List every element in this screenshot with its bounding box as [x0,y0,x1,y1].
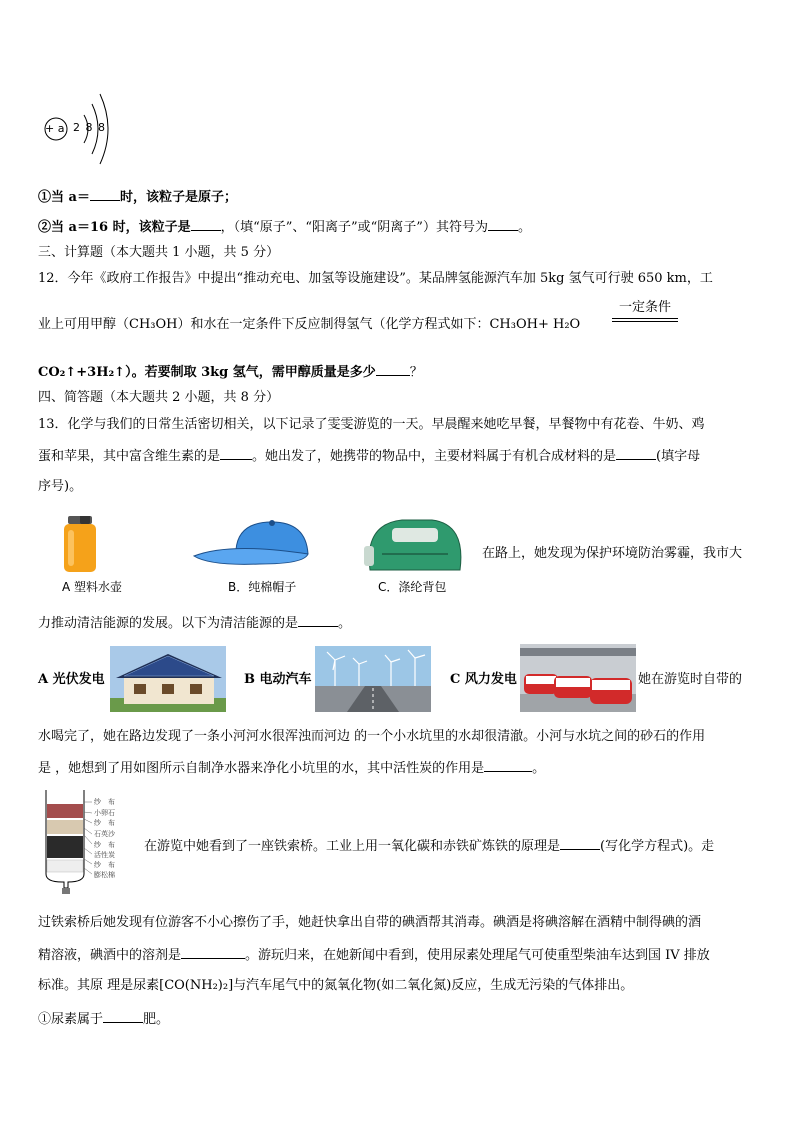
q13-side-text: 在路上，她发现为保护环境防治雾霾，我市大 [482,546,743,561]
atom-structure-diagram [40,82,120,172]
water-line-2: 是 ，她想到了用如图所示自制净水器来净化小坑里的水，其中活性炭的作用是 。 [38,761,546,776]
q13-line2: 蛋和苹果，其中富含维生素的是 。她出发了，她携带的物品中，主要材料属于有机合成材料的是 (填字母 [38,449,701,464]
iodine-line-2: 精溶液，碘酒中的溶剂是 。游玩归来，在她新闻中看到，使用尿素处理尾气可使重型柴油车达到国 IV 排放 [38,948,710,963]
energy-side-text: 她在游览时自带的 [638,672,743,687]
filter-label: 小卵石 [94,809,115,817]
energy-b-label: B 电动汽车 [244,672,312,687]
section-4-heading: 四、简答题（本大题共 2 小题，共 8 分） [38,390,280,405]
filter-label: 石英沙 [94,830,115,838]
reaction-condition: 一定条件 [612,300,678,322]
solar-house-image [110,646,226,712]
urea-line-2: ①尿素属于 肥。 [38,1012,170,1027]
answer-blank[interactable] [181,946,245,959]
answer-blank[interactable] [103,1010,143,1023]
urea-line-1: 标准。其原 理是尿素[CO(NH₂)₂]与汽车尾气中的氮氧化物(如二氧化氮)反应，生成无污染的气体排出。 [38,978,634,993]
nucleus-label: + a [45,122,65,135]
shell-electrons: 2 8 8 [73,121,106,134]
energy-c-label: C 风力发电 [450,672,517,687]
section-3-heading: 三、计算题（本大题共 1 小题，共 5 分） [38,245,280,260]
q11-line2: ②当 a＝16 时，该粒子是 ，（填“原子”、“阳离子”或“阴离子”）其符号为 。 [38,220,531,235]
answer-blank[interactable] [90,188,120,201]
item-a-caption: A 塑料水壶 [62,580,123,594]
answer-blank[interactable] [616,447,656,460]
filter-label: 纱 布 [94,841,115,849]
energy-a-label: A 光伏发电 [38,672,105,687]
q13-line1: 13．化学与我们的日常生活密切相关，以下记录了雯雯游览的一天。早晨醒来她吃早餐，早餐物中有花卷、牛奶、鸡 [38,417,705,432]
answer-blank[interactable] [220,447,252,460]
answer-blank[interactable] [298,614,338,627]
answer-blank[interactable] [484,759,532,772]
wind-highway-image [315,646,431,712]
answer-blank[interactable] [560,837,600,850]
bridge-line: 在游览中她看到了一座铁索桥。工业上用一氧化碳和赤铁矿炼铁的原理是 (写化学方程式)。走 [144,839,715,854]
filter-label: 活性炭 [94,851,115,859]
water-filter-diagram [40,790,144,898]
plastic-bottle-image [58,516,104,574]
q13-line3: 序号)。 [38,479,83,494]
q12-line1: 12．今年《政府工作报告》中提出“推动充电、加氢等设施建设”。某品牌氢能源汽车加 5kg 氢气可行驶 650 km，工 [38,271,713,286]
answer-blank[interactable] [376,363,410,376]
q11-line1: ①当 a＝ 时，该粒子是原子； [38,190,237,205]
electric-taxis-image [520,644,636,712]
q12-line2: 业上可用甲醇（CH₃OH）和水在一定条件下反应制得氢气（化学方程式如下：CH₃OH+ H₂O [38,317,581,332]
iodine-line-1: 过铁索桥后她发现有位游客不小心擦伤了手，她赶快拿出自带的碘酒帮其消毒。碘酒是将碘溶解在酒精中制得碘的酒 [38,915,702,930]
answer-blank[interactable] [488,218,518,231]
filter-label: 纱 布 [94,861,115,869]
answer-blank[interactable] [191,218,221,231]
polyester-backpack-image [362,514,468,572]
cotton-cap-image [190,520,314,568]
item-c-caption: C．涤纶背包 [378,580,447,594]
clean-energy-line: 力推动清洁能源的发展。以下为清洁能源的是 。 [38,616,352,631]
water-line-1: 水喝完了，她在路边发现了一条小河河水很浑浊而河边 的一个小水坑里的水却很清澈。小河与水坑之间的砂石的作用 [38,729,706,744]
filter-label: 纱 布 [94,798,115,806]
item-b-caption: B．纯棉帽子 [228,580,297,594]
filter-label: 纱 布 [94,819,115,827]
filter-label: 膨松棉 [94,871,115,879]
q12-line3: CO₂↑+3H₂↑）。若要制取 3kg 氢气，需甲醇质量是多少 ？ [38,365,423,380]
